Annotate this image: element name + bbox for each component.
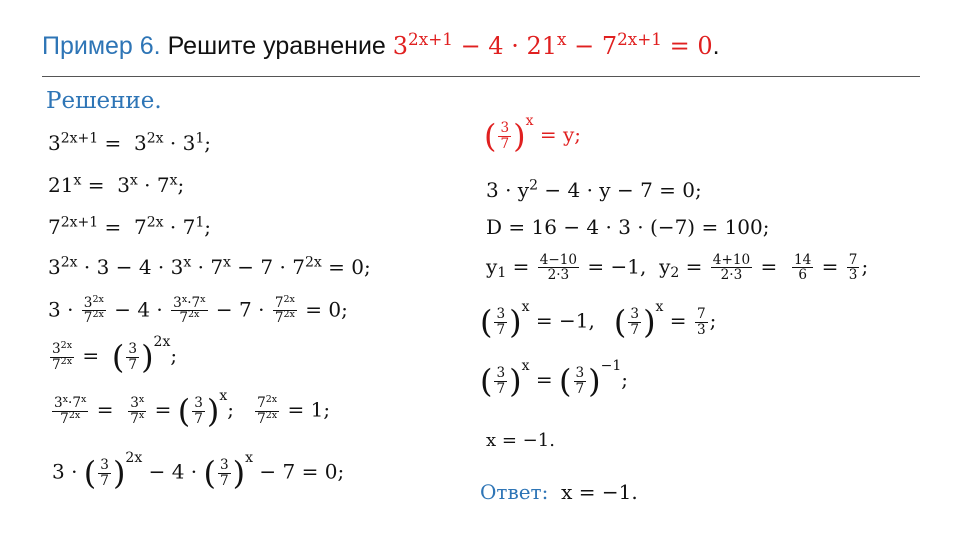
title-period: . — [712, 32, 720, 60]
right-discriminant: D = 16 − 4 · 3 · (−7) = 100; — [486, 215, 770, 239]
right-same-base: ( $\frac{3}{7}$ )x = ( $\frac{3}{7}$ )−1; — [480, 358, 629, 400]
left-step-5: 3 · $\frac{3^{2x}}{7^{2x}}$ − 4 · $\frac{3^x\cdot 7^x}{7^{2x}}$ − 7 · $\frac{7^{2x}}{7^{2x}}$ = 0; — [48, 293, 348, 327]
answer-line — [480, 482, 638, 502]
task-text: Решите уравнение — [167, 32, 386, 60]
right-result: x = −1. — [486, 430, 555, 451]
left-step-1: $3^{2x+1} = 3^{2x} \cdot 3^1$; — [48, 130, 212, 155]
right-quadratic: $3 \cdot y^2 - 4 \cdot y - 7 = 0$; — [486, 177, 702, 202]
left-step-4: $3^{2x} \cdot 3 - 4 \cdot 3^x \cdot 7^x - 7 \cdot 7^{2x} = 0$; — [48, 254, 371, 279]
left-step-2: $21^x = 3^x \cdot 7^x$; — [48, 172, 185, 197]
left-step-3: $7^{2x+1} = 7^{2x} \cdot 7^1$; — [48, 214, 212, 239]
right-substitution: ( $\frac{3}{7}$ )x = y; — [484, 113, 582, 155]
solution-label: Решение. — [46, 88, 162, 114]
right-back-substitution: ( $\frac{3}{7}$ )x = −1, ( $\frac{3}{7}$ )x = $\frac{7}{3}$ ; — [480, 299, 717, 341]
title-divider — [42, 76, 920, 77]
example-number: Пример 6. — [42, 32, 161, 60]
answer-label: Ответ: — [480, 480, 549, 504]
left-step-7: $\frac{3^x\cdot 7^x}{7^{2x}}$ = $\frac{3^x}{7^x}$ = ( $\frac{3}{7}$ )x; $\frac{7^{2x}}{7^{2x}}$ = 1; — [54, 388, 331, 430]
left-step-6: $\frac{3^{2x}}{7^{2x}}$ = ( $\frac{3}{7}$ )2x; — [52, 334, 178, 376]
left-step-8: 3 · ( $\frac{3}{7}$ )2x − 4 · ( $\frac{3}{7}$ )x − 7 = 0; — [52, 450, 345, 492]
answer-value: x = −1. — [561, 480, 638, 504]
task-equation: $3^{2x+1} - 4 \cdot 21^x - 7^{2x+1} = 0$ — [392, 28, 713, 60]
right-roots: $y_1$ = $\frac{4-10}{2\cdot 3}$ = −1, $y_2$ = $\frac{4+10}{2\cdot 3}$ = $\frac{14}{6}$ = $\frac{7}{3}$ ; — [486, 252, 869, 284]
slide-title — [42, 28, 720, 61]
